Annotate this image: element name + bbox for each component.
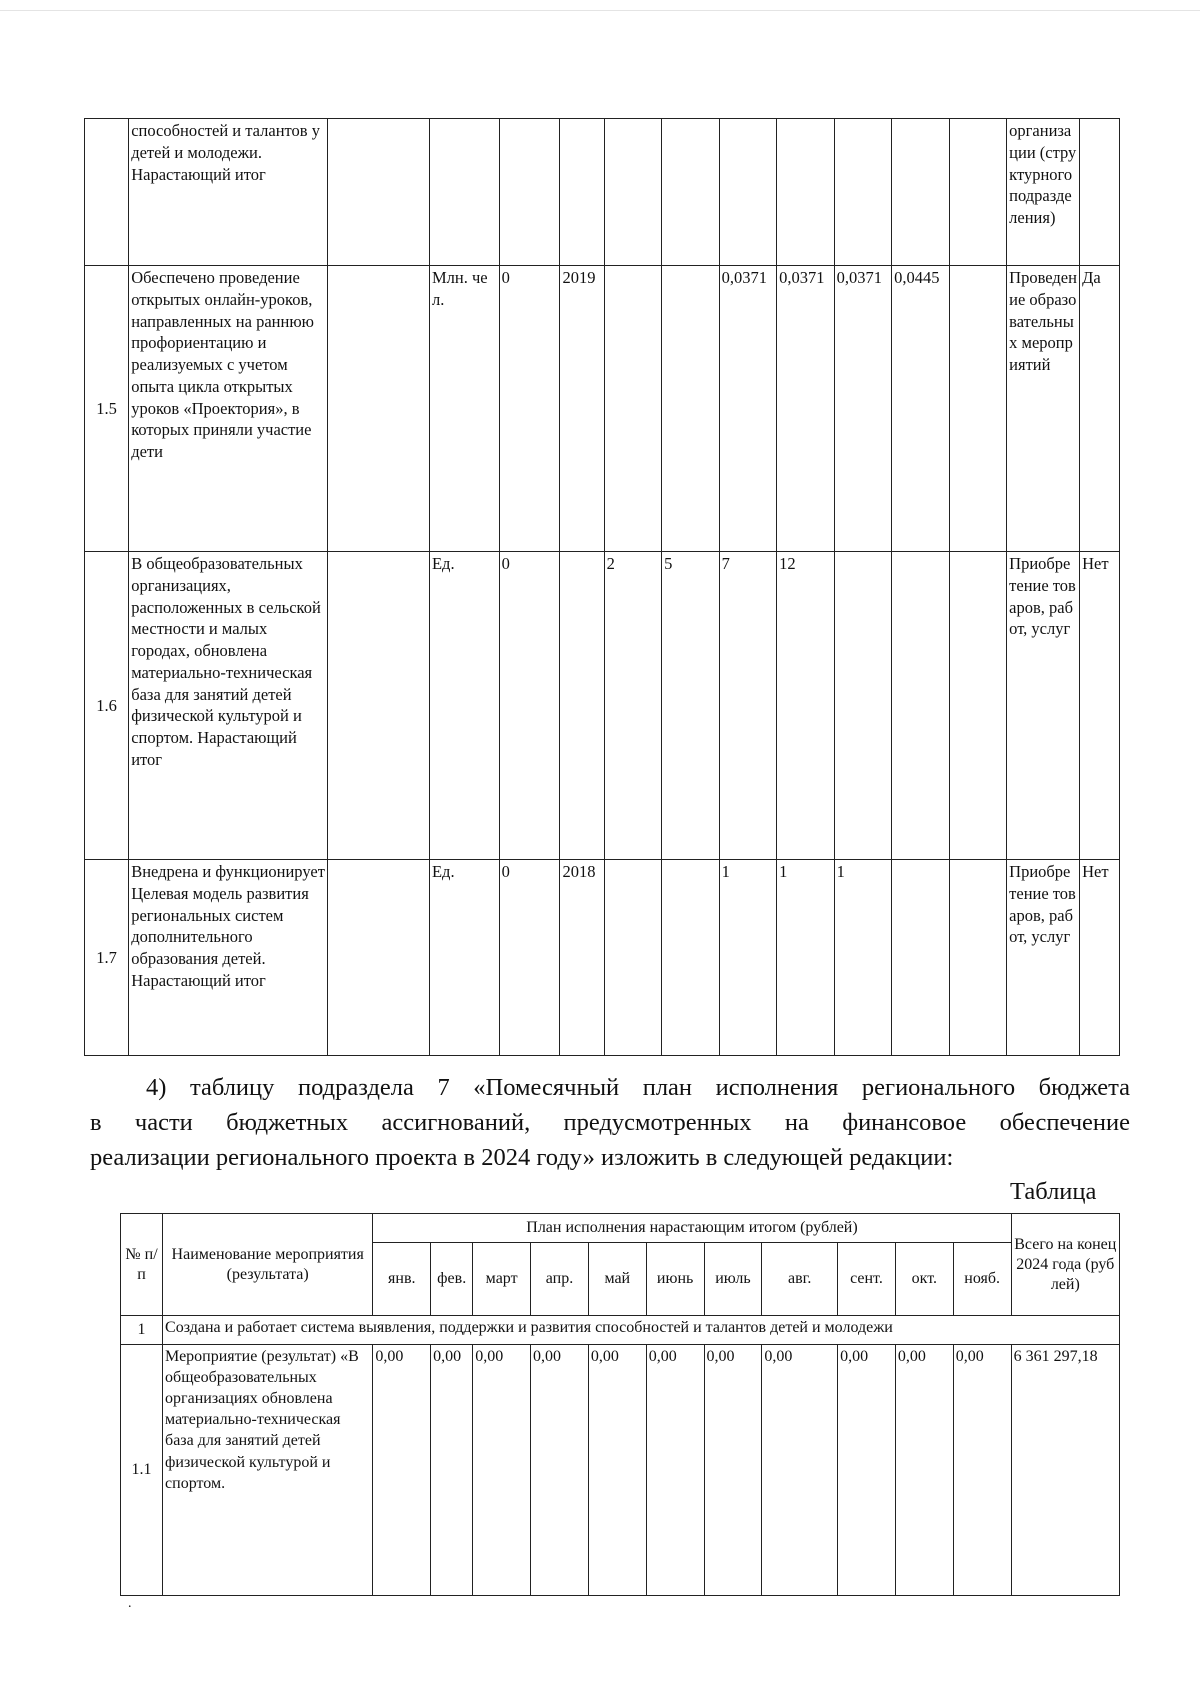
month-header: окт. [895,1243,953,1316]
table-row [85,552,1120,860]
page-top-edge [0,10,1200,11]
base-year-cell [560,119,604,266]
measure-name: Мероприятие (результат) «В общеобразовательных организациях обновлена материально-техническая база для занятий детей физической культурой и спортом. [163,1345,373,1596]
month-header: янв. [373,1243,431,1316]
value-cell [834,119,892,266]
value-cell [662,266,720,552]
unit-cell: Ед. [429,860,499,1056]
month-value: 0,00 [373,1345,431,1596]
base-value-cell: 0 [499,552,560,860]
type-cell: организации (структурного подразделения) [1007,119,1080,266]
value-cell [662,119,720,266]
month-header: нояб. [953,1243,1011,1316]
header-row [121,1214,1120,1243]
group-row [121,1316,1120,1345]
value-cell: 1 [777,860,835,1056]
value-cell: 2 [604,552,662,860]
month-header: сент. [838,1243,896,1316]
paragraph-line: реализации регионального проекта в 2024 году» изложить в следующей редакции: [90,1144,954,1172]
type-cell: Приобретение товаров, работ, услуг [1007,860,1080,1056]
base-value-cell: 0 [499,266,560,552]
row-number: 1.1 [121,1345,163,1596]
table-row [85,119,1120,266]
value-cell: 12 [777,552,835,860]
cell [328,860,430,1056]
row-number: 1.5 [85,266,129,552]
unit-cell [429,119,499,266]
value-cell: 1 [834,860,892,1056]
header-num: № п/п [121,1214,163,1316]
month-value: 0,00 [646,1345,704,1596]
month-header: фев. [431,1243,473,1316]
paragraph-line: в части бюджетных ассигнований, предусмотренных на финансовое обеспечение [90,1109,1130,1137]
table-row [85,860,1120,1056]
value-cell [949,266,1007,552]
unit-cell: Млн. чел. [429,266,499,552]
body-paragraph [90,1070,1130,1175]
month-header: июль [704,1243,762,1316]
value-cell [604,860,662,1056]
month-header: авг. [762,1243,838,1316]
value-cell: 1 [719,860,777,1056]
indicator-name: Обеспечено проведение открытых онлайн-уроков, направленных на раннюю профориентацию и реализуемых с учетом опыта цикла открытых уроков «Проектория», в которых приняли участие дети [129,266,328,552]
value-cell [892,552,950,860]
month-header: апр. [531,1243,589,1316]
cell [328,119,430,266]
value-cell [949,860,1007,1056]
flag-cell: Да [1080,266,1120,552]
value-cell: 0,0445 [892,266,950,552]
value-cell [834,552,892,860]
month-value: 0,00 [838,1345,896,1596]
header-plan: План исполнения нарастающим итогом (рублей) [373,1214,1011,1243]
month-value: 0,00 [531,1345,589,1596]
value-cell [719,119,777,266]
month-value: 0,00 [704,1345,762,1596]
group-number: 1 [121,1316,163,1345]
base-value-cell [499,119,560,266]
header-name: Наименование мероприятия (результата) [163,1214,373,1316]
month-value: 0,00 [431,1345,473,1596]
month-value: 0,00 [473,1345,531,1596]
cell [328,552,430,860]
value-cell [662,860,720,1056]
value-cell [604,266,662,552]
cell [328,266,430,552]
value-cell [949,552,1007,860]
row-number: 1.6 [85,552,129,860]
value-cell [604,119,662,266]
monthly-plan-table [120,1213,1120,1596]
paragraph-line: 4) таблицу подраздела 7 «Помесячный план исполнения регионального бюджета [146,1074,1130,1101]
total-value: 6 361 297,18 [1011,1345,1119,1596]
month-value: 0,00 [953,1345,1011,1596]
unit-cell: Ед. [429,552,499,860]
table-caption: Таблица [1010,1178,1097,1205]
indicator-name: способностей и талантов у детей и молодежи. Нарастающий итог [129,119,328,266]
month-header: май [588,1243,646,1316]
base-year-cell: 2019 [560,266,604,552]
base-year-cell [560,552,604,860]
value-cell: 7 [719,552,777,860]
value-cell: 0,0371 [719,266,777,552]
flag-cell: Нет [1080,860,1120,1056]
row-number [85,119,129,266]
value-cell: 0,0371 [777,266,835,552]
type-cell: Проведение образовательных мероприятий [1007,266,1080,552]
month-value: 0,00 [895,1345,953,1596]
value-cell [949,119,1007,266]
month-header: март [473,1243,531,1316]
group-title: Создана и работает система выявления, поддержки и развития способностей и талантов детей и молодежи [163,1316,1120,1345]
month-value: 0,00 [762,1345,838,1596]
value-cell: 0,0371 [834,266,892,552]
base-year-cell: 2018 [560,860,604,1056]
value-cell [892,119,950,266]
flag-cell [1080,119,1120,266]
value-cell [777,119,835,266]
row-number: 1.7 [85,860,129,1056]
indicator-name: Внедрена и функционирует Целевая модель развития региональных систем дополнительного образования детей. Нарастающий итог [129,860,328,1056]
type-cell: Приобретение товаров, работ, услуг [1007,552,1080,860]
base-value-cell: 0 [499,860,560,1056]
value-cell: 5 [662,552,720,860]
flag-cell: Нет [1080,552,1120,860]
table-row [85,266,1120,552]
month-value: 0,00 [588,1345,646,1596]
stray-mark: . [128,1596,132,1611]
value-cell [892,860,950,1056]
indicators-table [84,118,1120,1056]
header-total: Всего на конец 2024 года (рублей) [1011,1214,1119,1316]
month-header: июнь [646,1243,704,1316]
table-row [121,1345,1120,1596]
indicator-name: В общеобразовательных организациях, расположенных в сельской местности и малых городах, обновлена материально-техническая база для занятий детей физической культурой и спортом. Нарастающий итог [129,552,328,860]
